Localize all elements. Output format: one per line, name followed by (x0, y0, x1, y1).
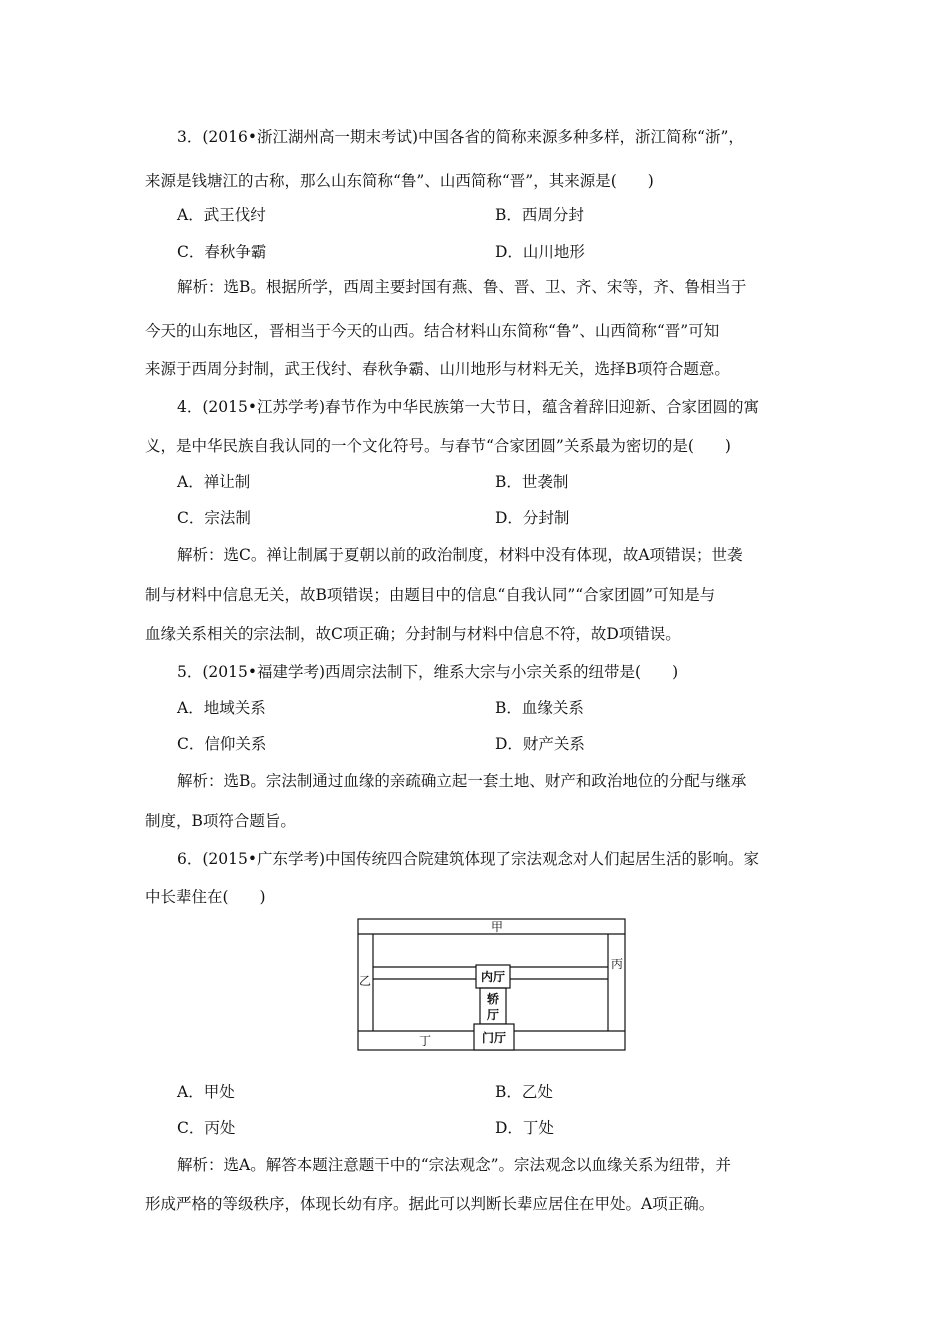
courtyard-diagram (357, 918, 627, 1052)
q3-option-a: A．武王伐纣 (177, 206, 266, 224)
q5-option-d: D．财产关系 (495, 735, 585, 753)
q4-option-a: A．禅让制 (177, 473, 251, 491)
q3-answer-line-1: 解析：选B。根据所学，西周主要封国有燕、鲁、晋、卫、齐、宋等，齐、鲁相当于 (177, 278, 747, 296)
q5-answer-line-2: 制度，B项符合题旨。 (145, 812, 296, 830)
q5-option-c: C．信仰关系 (177, 735, 267, 753)
q5-answer-line-1: 解析：选B。宗法制通过血缘的亲疏确立起一套土地、财产和政治地位的分配与继承 (177, 772, 747, 790)
q5-option-b: B．血缘关系 (495, 699, 584, 717)
label-yi: 乙 (358, 974, 372, 988)
q3-option-d: D．山川地形 (495, 243, 585, 261)
q6-answer-line-2: 形成严格的等级秩序，体现长幼有序。据此可以判断长辈应居住在甲处。A项正确。 (145, 1195, 715, 1213)
q6-option-b: B．乙处 (495, 1083, 553, 1101)
q6-stem-line-1: 6．(2015•广东学考)中国传统四合院建筑体现了宗法观念对人们起居生活的影响。家 (177, 850, 760, 868)
q4-stem-line-1: 4．(2015•江苏学考)春节作为中华民族第一大节日，蕴含着辞旧迎新、合家团圆的寓 (177, 398, 760, 416)
q4-answer-line-1: 解析：选C。禅让制属于夏朝以前的政治制度，材料中没有体现，故A项错误；世袭 (177, 546, 743, 564)
q3-option-b: B．西周分封 (495, 206, 584, 224)
q4-option-d: D．分封制 (495, 509, 570, 527)
q6-option-a: A．甲处 (177, 1083, 235, 1101)
q6-option-d: D．丁处 (495, 1119, 554, 1137)
q3-stem-line-2: 来源是钱塘江的古称，那么山东简称“鲁”、山西简称“晋”，其来源是( ) (145, 172, 654, 190)
label-ding: 丁 (418, 1034, 432, 1048)
label-inner-hall: 内厅 (480, 970, 506, 984)
q6-option-c: C．丙处 (177, 1119, 236, 1137)
q4-answer-line-3: 血缘关系相关的宗法制，故C项正确；分封制与材料中信息不符，故D项错误。 (145, 625, 681, 643)
q6-stem-line-2: 中长辈住在( ) (145, 888, 266, 906)
q3-answer-line-2: 今天的山东地区，晋相当于今天的山西。结合材料山东简称“鲁”、山西简称“晋”可知 (145, 322, 720, 340)
q6-answer-line-1: 解析：选A。解答本题注意题干中的“宗法观念”。宗法观念以血缘关系为纽带，并 (177, 1156, 732, 1174)
q4-option-c: C．宗法制 (177, 509, 251, 527)
label-jia: 甲 (490, 920, 504, 934)
q3-option-c: C．春秋争霸 (177, 243, 267, 261)
label-sedan-2: 厅 (486, 1008, 500, 1022)
q4-option-b: B．世袭制 (495, 473, 569, 491)
q3-stem-line-1: 3．(2016•浙江湖州高一期末考试)中国各省的简称来源多种多样，浙江简称“浙”， (177, 128, 744, 146)
q3-answer-line-3: 来源于西周分封制，武王伐纣、春秋争霸、山川地形与材料无关，选择B项符合题意。 (145, 360, 730, 378)
label-gate-hall: 门厅 (481, 1031, 507, 1045)
label-bing: 丙 (610, 957, 624, 971)
label-sedan-1: 轿 (486, 992, 500, 1006)
q4-answer-line-2: 制与材料中信息无关，故B项错误；由题目中的信息“自我认同”“合家团圆”可知是与 (145, 586, 716, 604)
q4-stem-line-2: 义，是中华民族自我认同的一个文化符号。与春节“合家团圆”关系最为密切的是( ) (145, 437, 731, 455)
q5-option-a: A．地域关系 (177, 699, 266, 717)
q5-stem-line-1: 5．(2015•福建学考)西周宗法制下，维系大宗与小宗关系的纽带是( ) (177, 663, 679, 681)
